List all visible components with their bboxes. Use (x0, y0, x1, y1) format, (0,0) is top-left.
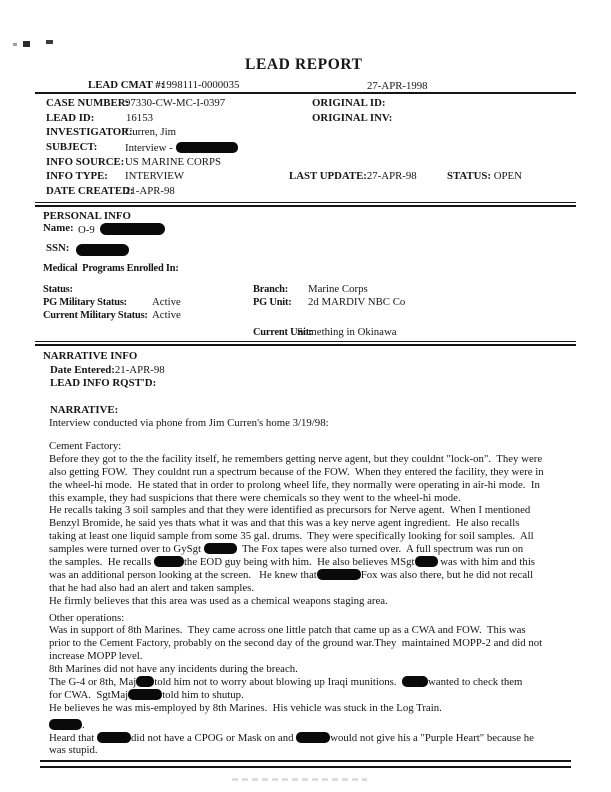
status-value: OPEN (493, 170, 522, 182)
pg-military-status-label: PG Military Status: (43, 297, 127, 308)
last-update-label: LAST UPDATE: (289, 170, 367, 182)
ssn-value (76, 241, 129, 259)
pg-military-status-value: Active (152, 296, 181, 308)
redaction-bar (136, 676, 154, 687)
narrative-line: was an additional person looking at the screen. He knew that Fox was also there, but he did not recall (49, 568, 534, 581)
narrative-line: this example, they had suspicions that there were chemicals so they went to the wheel-hi mode. (49, 491, 461, 504)
narrative-line: the samples. He recalls the EOD guy being with him. He also believes MSgt was with him and this (49, 556, 536, 569)
original-inv-label: ORIGINAL INV: (312, 112, 393, 124)
last-update-field (289, 171, 417, 182)
redaction-bar (204, 543, 237, 554)
narrative-intro: Interview conducted via phone from Jim Curren's home 3/19/98: (49, 417, 329, 429)
scan-artifact (232, 778, 367, 781)
subject-text: Interview - (125, 142, 173, 154)
status-label: STATUS: (447, 170, 491, 182)
divider-line (40, 766, 571, 768)
status-personal-label: Status: (43, 284, 73, 295)
redaction-bar (415, 556, 438, 567)
last-update-value: 27-APR-98 (366, 170, 417, 182)
lead-info-rqstd-label: LEAD INFO RQST'D: (50, 377, 157, 389)
narrative-line: Benzyl Bromide, he said yes thats what it was and that this was a key nerve agent ingredient. He also recalls (49, 517, 520, 530)
narrative-line: prior to the Cement Factory, probably on the second day of the ground war.They maintained MOPP-2 and did not (49, 637, 543, 650)
redaction-bar (176, 142, 238, 153)
redaction-bar (296, 732, 330, 743)
name-label: Name: (43, 222, 74, 234)
case-number-value: 97330-CW-MC-I-0397 (125, 97, 226, 109)
divider-line (35, 344, 576, 346)
subject-label: SUBJECT: (46, 141, 98, 153)
narrative-line: samples were turned over to GySgt The Fox tapes were also turned over. A full spectrum was run on (49, 543, 524, 556)
narrative-line: The G-4 or 8th, Maj told him not to worry about blowing up Iraqi munitions. wanted to check them (49, 676, 523, 689)
narrative-line: Other operations: (49, 611, 125, 624)
case-number-label: CASE NUMBER: (46, 97, 130, 109)
divider-line (35, 341, 576, 342)
medical-programs-label: Medical Programs Enrolled In: (43, 263, 179, 274)
name-grade: O-9 (78, 224, 95, 236)
narrative-line: increase MOPP level. (49, 650, 143, 663)
lead-id-value: 16153 (126, 112, 153, 124)
narrative-line: Cement Factory: (49, 440, 122, 452)
narrative-line: Was in support of 8th Marines. They came across one little patch that came up as a CWA and FOW. This was (49, 624, 526, 637)
narrative-body (49, 440, 594, 757)
redaction-bar (97, 732, 131, 743)
narrative-line: He believes he was mis-employed by 8th Marines. His vehicle was stuck in the Log Train. (49, 701, 442, 714)
original-id-label: ORIGINAL ID: (312, 97, 386, 109)
narrative-line: was stupid. (49, 744, 98, 757)
investigator-label: INVESTIGATOR: (46, 126, 133, 138)
narrative-line: that he had also had an alert and taken samples. (49, 581, 255, 594)
current-unit-label: Current Unit: (253, 327, 313, 338)
narrative-line: . (49, 719, 594, 732)
name-value (78, 223, 165, 236)
lead-cmat-label: LEAD CMAT #: (88, 79, 165, 91)
date-created-label: DATE CREATED: (46, 185, 134, 197)
current-unit-value: Something in Okinawa (297, 326, 397, 338)
scan-speck (13, 43, 17, 46)
narrative-line: He firmly believes that this area was used as a chemical weapons staging area. (49, 594, 388, 607)
redaction-bar (100, 223, 165, 235)
narrative-line: for CWA. SgtMaj told him to shutup. (49, 688, 244, 701)
page-title: LEAD REPORT (245, 56, 363, 73)
narrative-line: Heard that did not have a CPOG or Mask on and would not give his a "Purple Heart" because he (49, 731, 534, 744)
narrative-line: taking at least one liquid sample from some 35 gal. drums. They were specifically looking for soil samples. All (49, 530, 534, 543)
info-type-label: INFO TYPE: (46, 170, 108, 182)
current-military-status-value: Active (152, 309, 181, 321)
date-entered-field (50, 365, 165, 376)
status-field (447, 171, 522, 182)
narrative-info-section-title: NARRATIVE INFO (43, 350, 138, 362)
narrative-label: NARRATIVE: (50, 404, 119, 416)
redaction-bar (128, 689, 162, 700)
scan-speck (46, 40, 53, 44)
report-date: 27-APR-1998 (367, 80, 428, 92)
redaction-bar (402, 676, 428, 687)
investigator-value: Curren, Jim (125, 126, 176, 138)
info-source-label: INFO SOURCE: (46, 156, 125, 168)
date-entered-label: Date Entered: (50, 364, 115, 376)
narrative-line: also getting FOW. They couldnt run a spectrum because of the FOW. When they entered the facility, they were in (49, 465, 544, 478)
narrative-line: He recalls taking 3 soil samples and that they were identified as precursors for Nerve agent. When I mentioned (49, 504, 531, 517)
lead-cmat-value: 1998111-0000035 (161, 79, 240, 91)
narrative-line: the wheel-hi mode. He stated that in order to prolong wheel life, they normally were operating in air-hi mode. In (49, 478, 540, 491)
subject-value (125, 142, 238, 154)
divider-line (35, 202, 576, 203)
pg-unit-label: PG Unit: (253, 297, 292, 308)
divider-line (35, 92, 576, 94)
redaction-bar (76, 244, 129, 256)
divider-line (40, 760, 571, 762)
branch-value: Marine Corps (308, 283, 368, 295)
info-source-value: US MARINE CORPS (125, 156, 221, 168)
redaction-bar (317, 569, 361, 580)
pg-unit-value: 2d MARDIV NBC Co (308, 296, 406, 308)
date-entered-value: 21-APR-98 (114, 364, 165, 376)
narrative-line: 8th Marines did not have any incidents during the breach. (49, 663, 298, 676)
date-created-value: 21-APR-98 (125, 185, 175, 197)
redaction-bar (154, 556, 184, 567)
narrative-line: Before they got to the the facility itself, he remembers getting nerve agent, but they couldnt "lock-on". They were (49, 452, 543, 465)
divider-line (35, 205, 576, 207)
current-military-status-label: Current Military Status: (43, 310, 148, 321)
scan-speck (23, 41, 30, 47)
branch-label: Branch: (253, 284, 288, 295)
ssn-label: SSN: (46, 242, 70, 254)
info-type-value: INTERVIEW (125, 170, 185, 182)
lead-id-label: LEAD ID: (46, 112, 95, 124)
redaction-bar (49, 719, 82, 730)
personal-info-section-title: PERSONAL INFO (43, 210, 131, 222)
